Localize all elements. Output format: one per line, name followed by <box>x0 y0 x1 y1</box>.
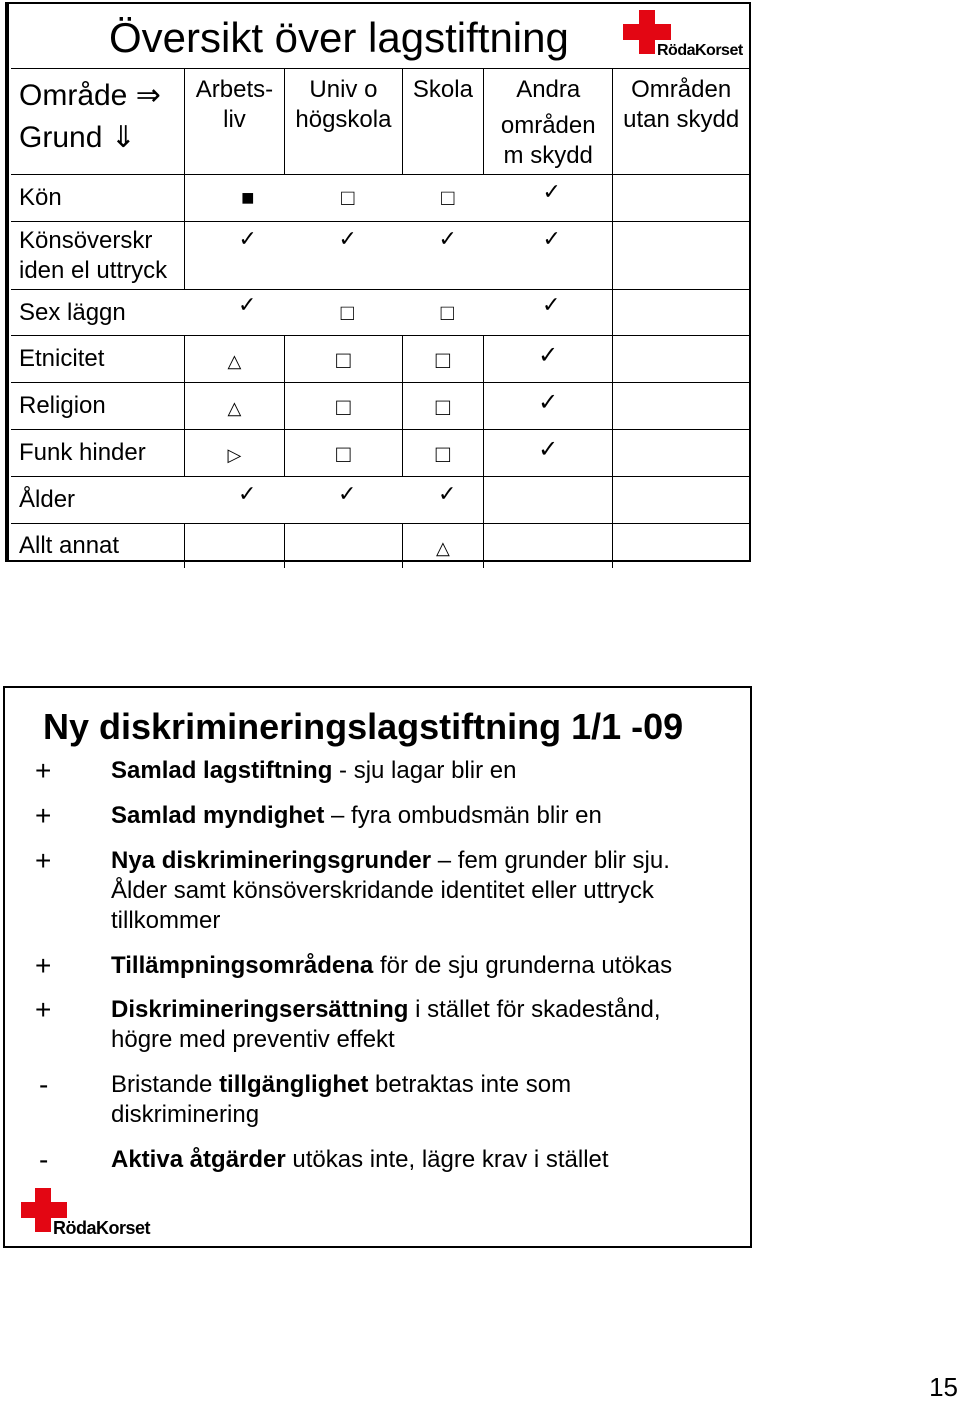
cell-symbol: ✓ <box>542 292 561 317</box>
table-cell: △ <box>402 524 483 568</box>
table-cell <box>613 222 749 290</box>
slide-title: Översikt över lagstiftning <box>109 14 569 61</box>
row-cells <box>184 175 613 222</box>
cell-symbol: ✓ <box>542 179 561 204</box>
table-row <box>11 290 749 336</box>
slide-new-legislation: Ny diskrimineringslagstiftning 1/1 -09 + Samlad lagstiftning - sju lagar blir en + Samlad myndighet – fyra ombudsmän blir en + Nya diskrimineringsgrunder – fem grunder blir sju. Ålder samt könsöverskridande identitet eller uttryck tillkommer + Tillämpningsområdena för de sju grunderna utökas + Diskrimineringsersättning i stället för skadestånd, högre med preventiv effekt - Bristande tillgänglighet betraktas inte som diskriminering - Aktiva åtgärder utökas inte, lägre krav i stället RödaKorset <box>3 686 752 1248</box>
table-cell: △ <box>184 336 284 383</box>
page-number: 15 <box>929 1372 958 1402</box>
table-row <box>11 336 749 383</box>
table-cell: □ <box>402 383 483 430</box>
row-label: Kön <box>11 175 184 222</box>
row-label: Funk hinder <box>11 430 184 477</box>
cell-symbol: □ <box>441 185 455 210</box>
column-header: Univ o högskola <box>285 69 402 175</box>
table-cell: ✓ <box>484 430 613 477</box>
table-row <box>11 383 749 430</box>
logo-text: RödaKorset <box>657 42 743 59</box>
table-cell <box>613 383 749 430</box>
row-label: Könsöverskr iden el uttryck <box>11 222 184 290</box>
red-cross-logo <box>21 1188 151 1240</box>
bullet-mark: + <box>35 950 52 981</box>
logo-text: RödaKorset <box>53 1218 151 1238</box>
cell-symbol: ■ <box>241 185 255 210</box>
cell-symbol: ✓ <box>338 226 357 251</box>
row-cells <box>184 290 613 336</box>
table-cell <box>613 336 749 383</box>
table-cell: ▷ <box>184 430 284 477</box>
cell-symbol: ✓ <box>338 481 357 506</box>
table-cell: ✓ <box>484 383 613 430</box>
column-header: Områden utan skydd <box>613 69 749 175</box>
red-cross-icon-bar <box>623 24 671 40</box>
table-row <box>11 524 749 568</box>
table-cell: □ <box>402 336 483 383</box>
cell-symbol: ✓ <box>438 481 457 506</box>
bullet-mark: + <box>35 800 52 831</box>
slide-title: Ny diskrimineringslagstiftning 1/1 -09 <box>43 706 684 747</box>
bullet-mark: + <box>35 845 52 876</box>
table-cell <box>184 524 284 568</box>
bullet-mark: + <box>35 994 52 1025</box>
table-cell: △ <box>184 383 284 430</box>
column-header: Skola <box>402 69 483 175</box>
bullet-mark: + <box>35 755 52 786</box>
cell-symbol: ✓ <box>238 292 257 317</box>
cell-symbol: □ <box>340 300 354 325</box>
cell-symbol: ✓ <box>238 226 257 251</box>
table-cell <box>613 477 749 524</box>
table-cell <box>484 524 613 568</box>
red-cross-logo <box>623 10 753 62</box>
corner-ground-label: Grund ⇓ <box>19 121 136 154</box>
table-cell <box>613 430 749 477</box>
row-label: Allt annat <box>11 524 184 568</box>
row-cells <box>184 222 613 290</box>
column-header: Arbets- liv <box>184 69 284 175</box>
table-header-row <box>11 69 749 175</box>
corner-area-label: Område ⇒ <box>19 79 161 112</box>
corner-cell <box>11 69 184 175</box>
table-row <box>11 430 749 477</box>
table-cell: □ <box>402 430 483 477</box>
row-label: Ålder <box>11 477 184 524</box>
cell-symbol: ✓ <box>542 226 561 251</box>
cell-symbol: ✓ <box>438 226 457 251</box>
bullet-mark: - <box>39 1144 49 1175</box>
table-row <box>11 222 749 290</box>
bullet-mark: - <box>39 1069 49 1100</box>
table-row <box>11 477 749 524</box>
row-label: Sex läggn <box>11 290 184 336</box>
table-cell: ✓ <box>484 336 613 383</box>
row-label: Religion <box>11 383 184 430</box>
slide-overview <box>5 2 751 562</box>
overview-table <box>11 68 749 568</box>
column-header: Andra områden m skydd <box>484 69 613 175</box>
table-cell: □ <box>285 383 402 430</box>
table-cell: □ <box>285 336 402 383</box>
cell-symbol: ✓ <box>238 481 257 506</box>
table-cell <box>613 524 749 568</box>
table-row <box>11 175 749 222</box>
cell-symbol: □ <box>440 300 454 325</box>
red-cross-icon-bar <box>21 1202 67 1218</box>
row-cells <box>184 477 483 524</box>
table-cell <box>285 524 402 568</box>
cell-symbol: □ <box>341 185 355 210</box>
table-cell <box>613 175 749 222</box>
table-cell <box>613 290 749 336</box>
table-cell: □ <box>285 430 402 477</box>
row-label: Etnicitet <box>11 336 184 383</box>
